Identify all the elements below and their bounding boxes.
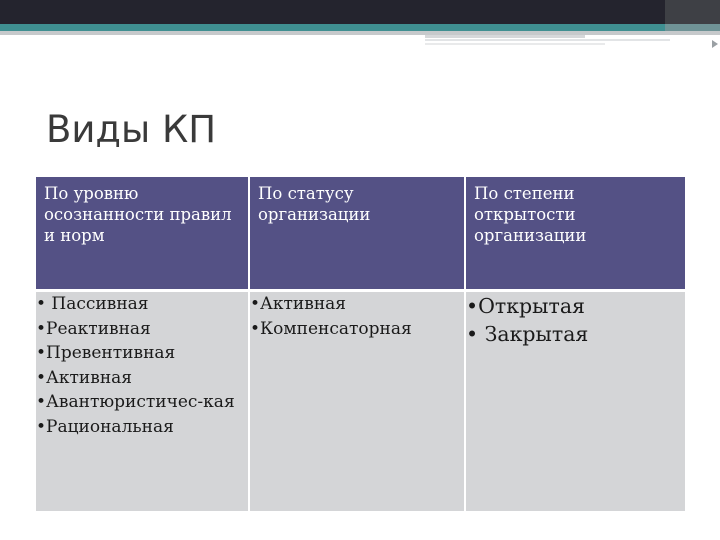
list-item: •Рациональная xyxy=(36,416,174,437)
slide-title: Виды КП xyxy=(46,108,217,151)
decorative-line xyxy=(425,39,670,41)
list-item: •Реактивная xyxy=(36,318,151,339)
header-divider-line xyxy=(0,31,720,35)
table-header-row xyxy=(36,177,685,292)
list-item: •Активная xyxy=(250,294,347,314)
awareness-list xyxy=(36,292,248,439)
classification-table xyxy=(36,177,685,511)
top-dark-band xyxy=(0,0,720,24)
list-item: •Авантюристичес-кая xyxy=(36,392,235,412)
status-list xyxy=(250,292,464,341)
list-item: •Активная xyxy=(36,367,133,388)
header-label: По степени открытости организации xyxy=(474,184,587,245)
header-label: По статусу организации xyxy=(258,184,371,224)
body-cell-awareness xyxy=(36,292,250,511)
body-cell-openness xyxy=(466,292,685,511)
top-band-right-segment xyxy=(665,0,720,24)
decorative-line xyxy=(425,35,585,38)
list-item: •Компенсаторная xyxy=(250,318,412,339)
list-item: • Пассивная xyxy=(36,294,149,314)
list-item: • Закрытая xyxy=(466,322,589,346)
table-body-row xyxy=(36,292,685,511)
corner-triangle-icon xyxy=(712,40,718,48)
list-item: •Превентивная xyxy=(36,343,176,363)
header-cell-status xyxy=(250,177,466,292)
header-label: По уровню осознанности правил и норм xyxy=(44,184,232,245)
teal-accent-bar xyxy=(0,24,720,31)
body-cell-status xyxy=(250,292,466,511)
list-item: •Открытая xyxy=(466,294,585,318)
openness-list xyxy=(466,292,685,348)
decorative-line xyxy=(425,43,605,45)
header-cell-openness xyxy=(466,177,685,292)
header-cell-awareness xyxy=(36,177,250,292)
teal-accent-bar-right xyxy=(665,24,720,31)
